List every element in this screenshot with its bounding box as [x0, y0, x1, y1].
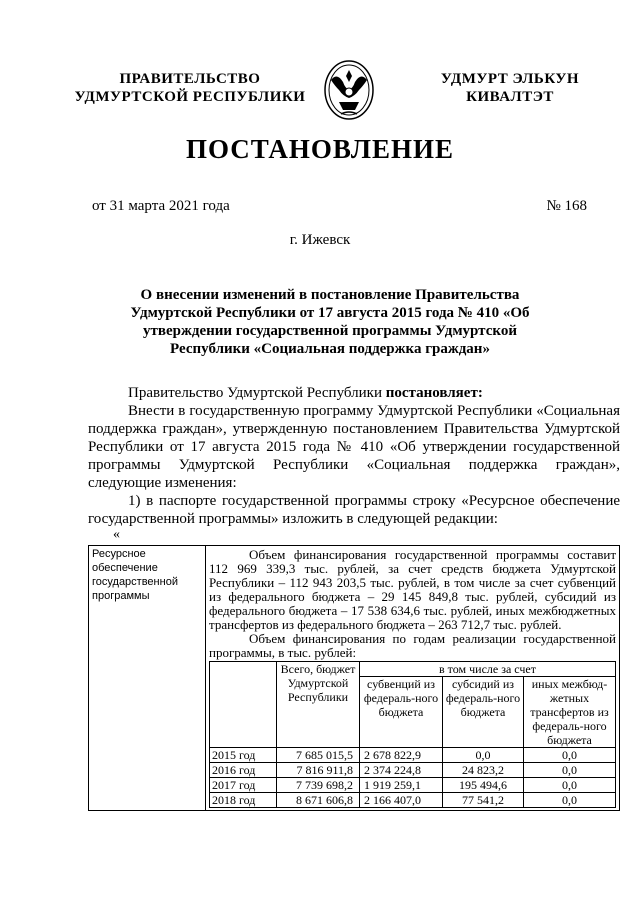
government-name-line2: УДМУРТСКОЙ РЕСПУБЛИКИ — [74, 89, 306, 105]
row-total: 8 671 606,8 — [277, 793, 360, 808]
row-subsidies: 24 823,2 — [443, 763, 524, 778]
quote-mark: « — [113, 527, 120, 542]
row-year: 2017 год — [210, 778, 277, 793]
row-total: 7 739 698,2 — [277, 778, 360, 793]
row-total: 7 816 911,8 — [277, 763, 360, 778]
row-other: 0,0 — [524, 793, 616, 808]
document-body — [88, 384, 620, 528]
body-paragraph-3: 1) в паспорте государственной программы строку «Ресурсное обеспечение государственной программы» изложить в следующей редакции: — [88, 493, 620, 527]
government-name-udmurt-line2: КИВАЛТЭТ — [466, 89, 554, 105]
funding-row — [210, 793, 616, 808]
document-type: ПОСТАНОВЛЕНИЕ — [185, 134, 455, 164]
document-number: № 168 — [546, 198, 587, 214]
row-subsidies: 0,0 — [443, 748, 524, 763]
resource-table-label: Ресурсное обеспечение государственной программы — [89, 546, 206, 811]
row-total: 7 685 015,5 — [277, 748, 360, 763]
row-subsidies: 77 541,2 — [443, 793, 524, 808]
row-subventions: 2 374 224,8 — [360, 763, 443, 778]
row-other: 0,0 — [524, 778, 616, 793]
government-name-russian — [60, 70, 320, 106]
header-subsidies: субсидий из федераль-ного бюджета — [443, 677, 524, 748]
government-name-line1: ПРАВИТЕЛЬСТВО — [119, 71, 261, 87]
row-subsidies: 195 494,6 — [443, 778, 524, 793]
row-subventions: 1 919 259,1 — [360, 778, 443, 793]
row-other: 0,0 — [524, 748, 616, 763]
resource-table — [88, 545, 620, 811]
document-title: О внесении изменений в постановление Правительства Удмуртской Республики от 17 августа 2015 года № 410 «Об утверждении государственной программы Удмуртской Республики «Социальная поддержка граждан» — [130, 287, 530, 357]
header-total: Всего, бюджет Удмуртской Республики — [277, 662, 360, 748]
resource-table-row — [89, 546, 620, 811]
document-city: г. Ижевск — [289, 232, 351, 248]
header-group: в том числе за счет — [360, 662, 616, 677]
body-p1-text: Правительство Удмуртской Республики — [128, 385, 386, 401]
row-other: 0,0 — [524, 763, 616, 778]
header-subventions: субвенций из федераль-ного бюджета — [360, 677, 443, 748]
body-p1-bold: постановляет: — [385, 385, 483, 401]
body-paragraph-1 — [88, 384, 620, 402]
row-subventions: 2 678 822,9 — [360, 748, 443, 763]
funding-header-row-1 — [210, 662, 616, 677]
resource-paragraph-1: Объем финансирования государственной программы составит 112 969 339,3 тыс. рублей, за счет средств бюджета Удмуртской Республики – 112 943 203,5 тыс. рублей, в том числе за счет субвенций из федерального бюджета – 29 145 849,8 тыс. рублей, субсидий из федерального бюджета – 17 538 634,6 тыс. рублей, иных межбюджетных трансфертов из федерального бюджета – 263 712,7 тыс. рублей. — [209, 547, 616, 632]
udmurt-coat-of-arms-icon — [321, 58, 377, 122]
resource-paragraph-2: Объем финансирования по годам реализации государственной программы, в тыс. рублей: — [209, 631, 616, 660]
funding-row — [210, 748, 616, 763]
funding-by-year-table — [209, 661, 616, 808]
resource-table-content — [206, 546, 620, 811]
row-year: 2016 год — [210, 763, 277, 778]
government-name-udmurt — [405, 70, 615, 106]
row-subventions: 2 166 407,0 — [360, 793, 443, 808]
government-name-udmurt-line1: УДМУРТ ЭЛЬКУН — [440, 71, 580, 87]
funding-row — [210, 778, 616, 793]
row-year: 2018 год — [210, 793, 277, 808]
row-year: 2015 год — [210, 748, 277, 763]
funding-row — [210, 763, 616, 778]
header-other-transfers: иных межбюд-жетных трансфертов из федераль-ного бюджета — [524, 677, 616, 748]
header-year-blank — [210, 662, 277, 748]
document-date: от 31 марта 2021 года — [92, 198, 230, 214]
body-paragraph-2: Внести в государственную программу Удмуртской Республики «Социальная поддержка граждан», утвержденную постановлением Правительства Удмуртской Республики от 17 августа 2015 года № 410 «Об утверждении государственной программы Удмуртской Республики «Социальная поддержка граждан», следующие изменения: — [88, 403, 620, 491]
